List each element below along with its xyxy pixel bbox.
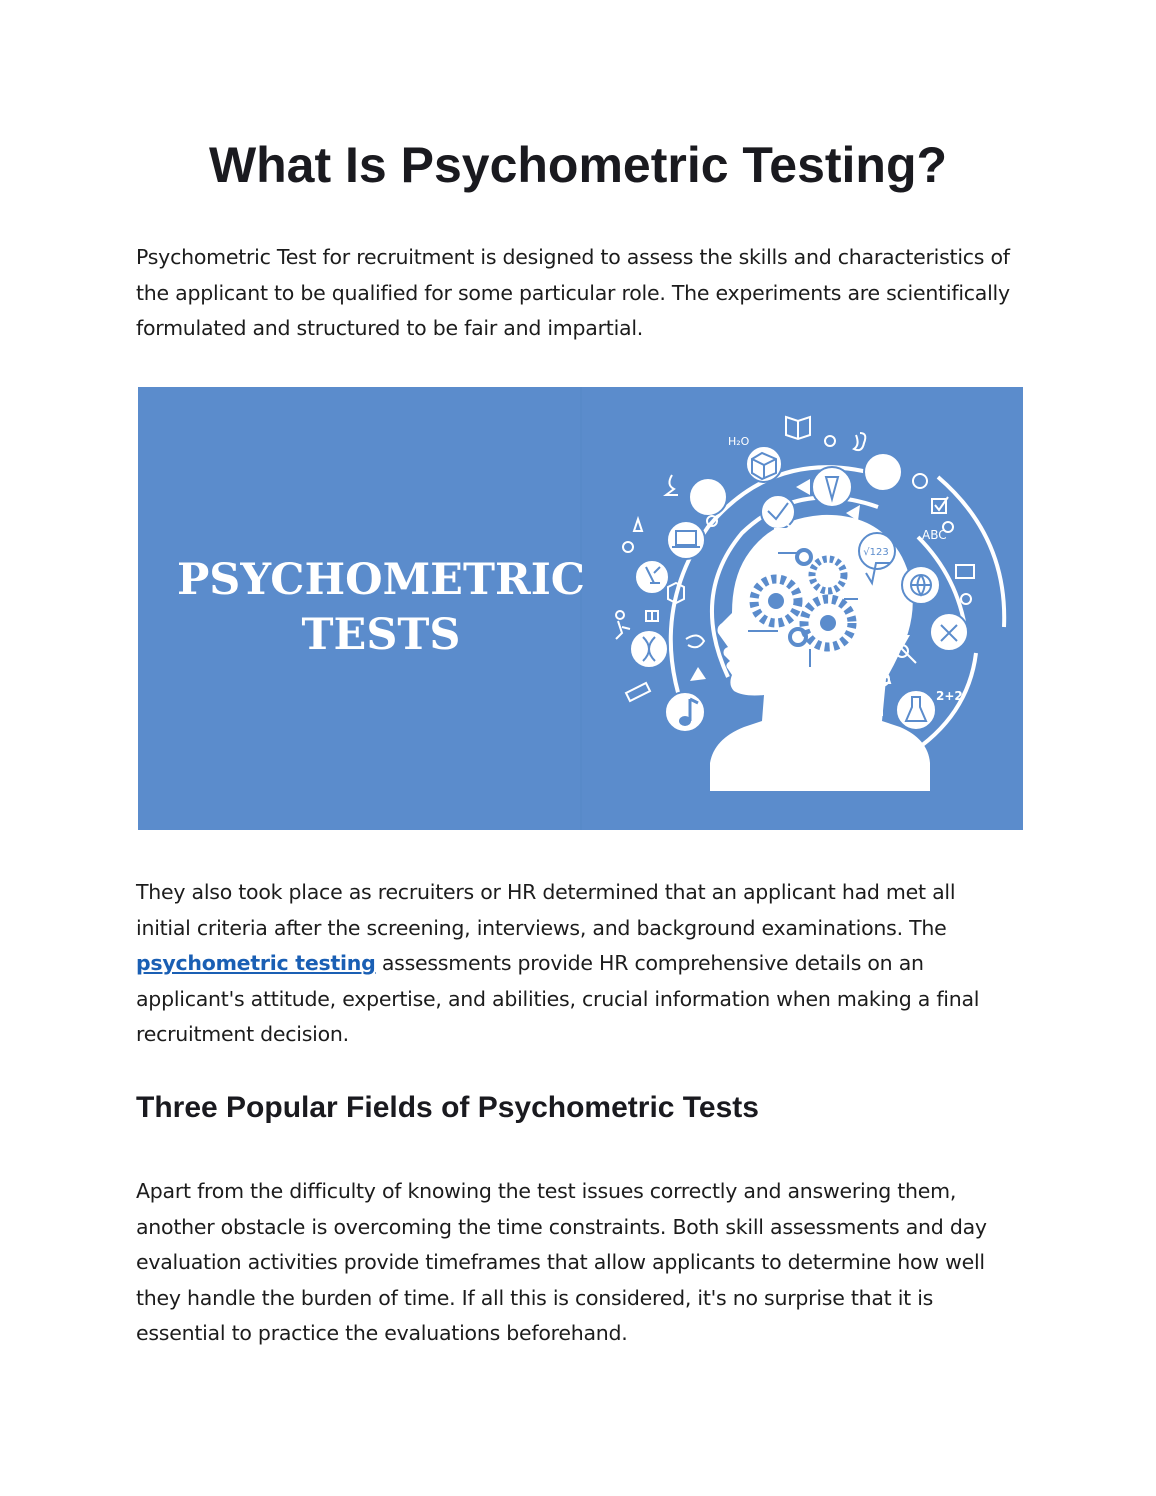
recruitment-paragraph xyxy=(136,875,1016,1053)
intro-paragraph: Psychometric Test for recruitment is designed to assess the skills and characteristics of the applicant to be qualified for some particular role. The experiments are scientifically formulated and structured to be fair and impartial. xyxy=(136,245,1010,341)
page-title: What Is Psychometric Testing? xyxy=(208,137,948,193)
checkmark-icon xyxy=(761,495,795,529)
h2o-label: H₂O xyxy=(728,435,750,448)
paragraph2-text-end: assessments provide HR comprehensive details on an applicant's attitude, expertise, and abilities, crucial information when making a final recruitment decision. xyxy=(136,951,980,1047)
psychometric-tests-banner xyxy=(138,387,1023,830)
telescope-icon xyxy=(864,453,902,491)
banner-title-line2: TESTS xyxy=(301,610,461,660)
sum-label: 2+2 xyxy=(936,689,963,703)
psychometric-testing-link[interactable]: psychometric testing xyxy=(136,951,376,976)
tools-icon xyxy=(689,478,727,516)
banner-title-line1: PSYCHOMETRIC xyxy=(176,555,586,605)
sqrt-label: √123 xyxy=(863,547,889,558)
abc-label: ABC xyxy=(922,528,947,542)
section-heading: Three Popular Fields of Psychometric Tests xyxy=(136,1091,759,1124)
time-constraints-paragraph: Apart from the difficulty of knowing the test issues correctly and answering them, another obstacle is overcoming the time constraints. Both skill assessments and day evaluation activities provide timeframes that allow applicants to determine how well they handle the burden of time. If all this is considered, it's no surprise that it is essential to practice the evaluations beforehand. xyxy=(136,1179,987,1346)
paragraph2-text-start: They also took place as recruiters or HR determined that an applicant had met all initial criteria after the screening, interviews, and background examinations. The xyxy=(136,880,956,940)
laptop-icon xyxy=(667,521,705,559)
